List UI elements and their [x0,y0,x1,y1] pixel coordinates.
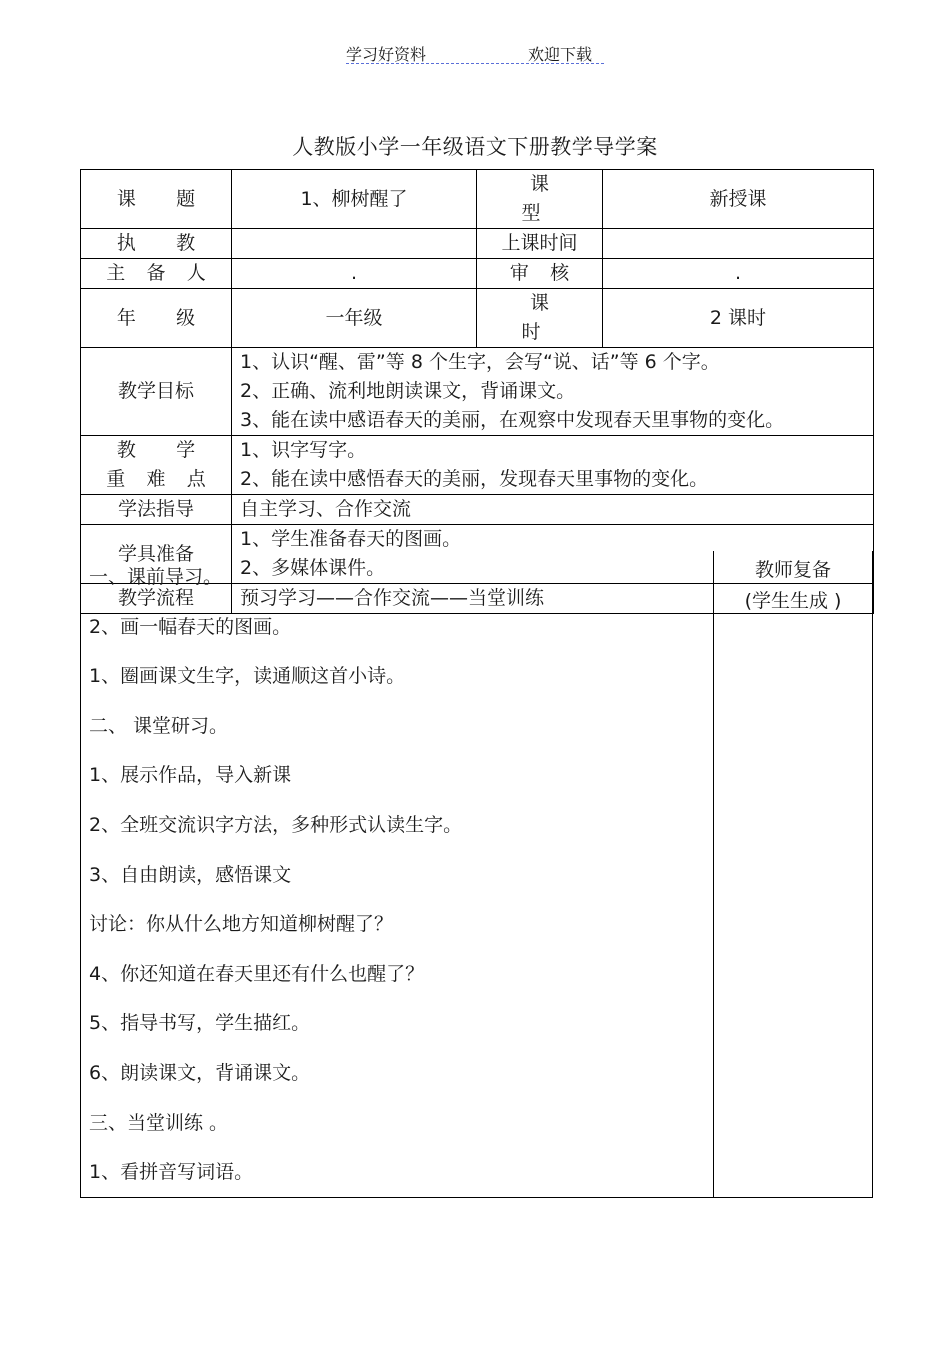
flow-line: 二、 课堂研习。 [89,714,229,737]
key-points-label: 教 学 重 难 点 [81,436,232,495]
type-value: 新授课 [603,170,874,229]
tools-label: 学具准备 [81,525,232,584]
process-label: 教学流程 [81,584,232,614]
hours-label: 课 时 [477,289,603,348]
table-row [81,170,874,229]
hours-value: 2 课时 [603,289,874,348]
flow-line: 5、指导书写，学生描红。 [89,1012,311,1035]
flow-line: 1、圈画课文生字，读通顺这首小诗。 [89,665,406,688]
key-point-item: 2、能在读中感悟春天的美丽，发现春天里事物的变化。 [240,468,709,490]
flow-line: 2、画一幅春天的图画。 [89,615,292,638]
header-left-text: 学习好资料 [346,45,427,64]
lesson-flow-section [80,551,873,1198]
preparer-value: . [232,259,477,289]
document-title: 人教版小学一年级语文下册教学导学案 [292,135,658,159]
class-time-value [603,229,874,259]
goals-label: 教学目标 [81,348,232,436]
teacher-value [232,229,477,259]
flow-line: 1、看拼音写词语。 [89,1161,254,1184]
review-label: 审 核 [477,259,603,289]
teacher-label: 执 教 [81,229,232,259]
topic-value: 1、柳树醒了 [232,170,477,229]
method-value: 自主学习、合作交流 [232,495,874,525]
flow-line: 1、展示作品，导入新课 [89,764,292,787]
goal-item: 1、认识“醒、雷”等 8 个生字，会写“说、话”等 6 个字。 [240,351,720,373]
review-value: . [603,259,874,289]
header-dashed-rule [346,63,604,64]
table-row [81,229,874,259]
goal-item: 2、正确、流利地朗读课文，背诵课文。 [240,380,576,402]
table-row [81,259,874,289]
teacher-review-heading: 教师复备 [754,559,831,581]
flow-line: 三、当堂训练 。 [89,1111,229,1134]
key-point-item: 1、识字写字。 [240,439,367,461]
table-row [81,348,874,436]
process-value: 预习学习——合作交流——当堂训练 [232,584,874,614]
lesson-info-table [80,169,874,614]
grade-value: 一年级 [232,289,477,348]
grade-label: 年 级 [81,289,232,348]
column-divider [713,551,714,1197]
flow-line: 2、全班交流识字方法，多种形式认读生字。 [89,813,463,836]
lesson-flow-text [89,565,709,1210]
flow-line: 讨论：你从什么地方知道柳树醒了？ [89,913,394,936]
goals-content [232,348,874,436]
table-row [81,495,874,525]
tool-item: 1、学生准备春天的图画。 [240,528,462,550]
teacher-review-column [714,555,872,617]
goal-item: 3、能在读中感语春天的美丽，在观察中发现春天里事物的变化。 [240,409,785,431]
class-time-label: 上课时间 [477,229,603,259]
table-row [81,436,874,495]
topic-label: 课 题 [81,170,232,229]
key-points-content [232,436,874,495]
flow-line: 6、朗读课文，背诵课文。 [89,1061,311,1084]
type-label: 课 型 [477,170,603,229]
header-right-text: 欢迎下载 [528,45,593,64]
flow-line: 4、你还知道在春天里还有什么也醒了？ [89,962,425,985]
preparer-label: 主 备 人 [81,259,232,289]
flow-line: 3、自由朗读，感悟课文 [89,863,292,886]
method-label: 学法指导 [81,495,232,525]
student-generated-note: (学生生成 ) [744,590,842,612]
tool-item: 2、多媒体课件。 [240,557,386,579]
flow-line: 一、课前导习。 [89,566,223,588]
table-row [81,289,874,348]
